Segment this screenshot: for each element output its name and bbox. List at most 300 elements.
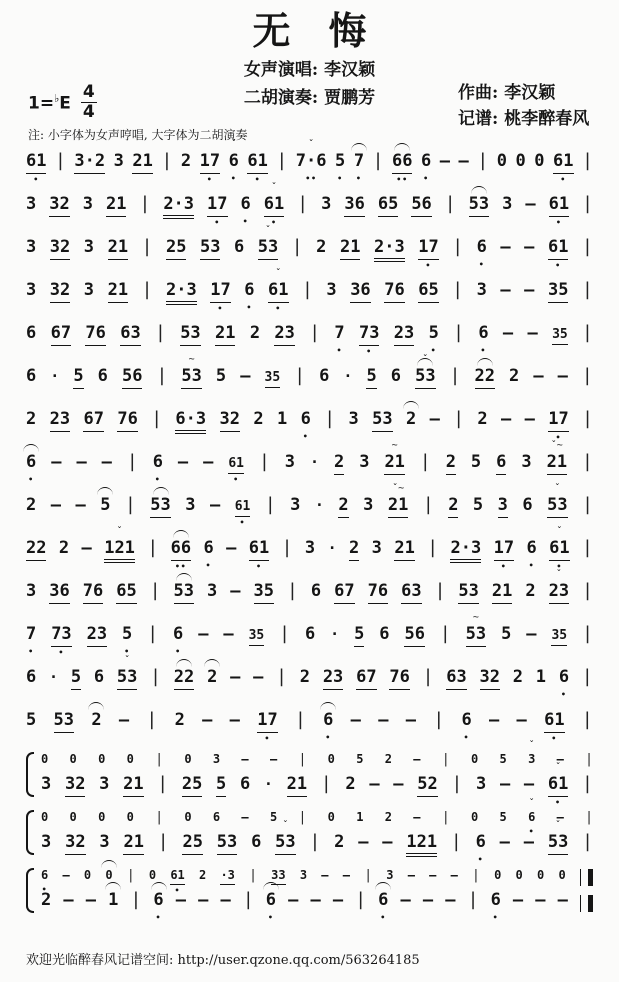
note-token: 6 •: [241, 195, 251, 215]
note-token: 52: [417, 775, 437, 797]
note-token: 7·6 ˇ ••: [296, 152, 327, 172]
barline: |: [139, 193, 151, 214]
barline: |: [276, 666, 287, 687]
note-token: 32: [480, 668, 500, 690]
note-token: –: [253, 667, 264, 687]
tie-arc: [101, 860, 117, 868]
barline: |: [419, 451, 431, 472]
tie-arc: [471, 186, 487, 194]
note-token: ·: [50, 367, 60, 385]
note-token: 53 ˇ: [415, 367, 435, 389]
note-token: 6 ˇ •: [229, 152, 239, 172]
note-token: 21: [108, 238, 128, 260]
note-token: –: [557, 366, 568, 386]
note-token: 21 ~: [384, 453, 404, 475]
note-token: 21: [287, 775, 307, 797]
note-token: 5: [356, 752, 364, 766]
note-token: 53 ~: [466, 625, 486, 647]
note-token: 0: [184, 810, 192, 824]
note-token: 17 •: [257, 711, 277, 733]
note-token: –: [310, 890, 321, 910]
tie-arc: [153, 487, 169, 495]
barline: |: [55, 150, 66, 171]
note-token: 61 •: [249, 539, 269, 561]
tie-arc: [23, 444, 39, 452]
note-token: 76: [83, 582, 103, 604]
note-token: 0: [98, 810, 106, 824]
trill-mark: ~: [391, 440, 398, 451]
breath-mark: ˇ: [116, 526, 123, 537]
note-token: 67: [51, 324, 71, 346]
note-token: 23 ˇ: [549, 582, 569, 604]
note-token: 3: [348, 409, 359, 429]
note-token: –: [203, 452, 214, 472]
note-token: 21: [492, 582, 512, 604]
note-token: 3: [83, 280, 95, 300]
note-token: –: [422, 890, 434, 910]
note-token: 0: [148, 868, 157, 882]
barline: |: [422, 666, 434, 687]
note-token: –: [76, 452, 87, 472]
note-token: 0: [537, 868, 545, 882]
note-token: 0: [470, 810, 479, 824]
note-token: 3: [41, 774, 52, 794]
note-token: 6: [26, 323, 37, 343]
barline: |: [582, 150, 593, 171]
note-token: 5: [269, 810, 278, 824]
note-token: 21: [132, 152, 152, 174]
system-bracket: [26, 810, 34, 855]
note-token: 2: [207, 668, 217, 688]
barline: |: [582, 623, 593, 644]
note-token: 2: [406, 410, 416, 430]
note-token: 2: [180, 151, 192, 171]
note-token: 3: [41, 832, 52, 852]
note-token: 22: [26, 539, 46, 561]
note-token: –: [202, 710, 213, 730]
note-token: –: [51, 452, 62, 472]
barline: |: [439, 623, 451, 644]
note-token: 32: [220, 410, 240, 432]
music-line-1: [26, 139, 593, 176]
note-token: 17 •: [200, 152, 220, 174]
note-token: –: [350, 710, 361, 730]
note-token: 2: [334, 832, 345, 852]
note-token: 2·3: [374, 238, 405, 262]
music-line-10: [26, 526, 593, 563]
note-token: 3: [476, 280, 487, 300]
barline: |: [452, 279, 464, 300]
note-token: –: [450, 868, 458, 882]
note-token: 5: [470, 452, 482, 472]
note-token: 53 ~: [181, 367, 201, 389]
note-token: 22: [475, 367, 495, 389]
note-token: 0: [184, 752, 192, 766]
note-token: –: [175, 890, 186, 910]
note-token: –: [526, 624, 537, 644]
tie-arc: [151, 882, 167, 890]
note-token: 6 •: [203, 539, 213, 559]
barline: |: [147, 537, 159, 558]
note-token: –: [524, 409, 535, 429]
note-token: 1: [535, 667, 547, 687]
note-token: 5: [215, 366, 227, 386]
note-token: 73 •: [359, 324, 379, 346]
note-token: 66 ••: [392, 152, 412, 174]
note-token: 2: [316, 237, 327, 257]
barline: |: [141, 236, 153, 257]
performance-note: 注: 小字体为女声哼唱, 大字体为二胡演奏: [28, 128, 248, 142]
barline: |: [581, 709, 593, 730]
note-token: 5: [100, 496, 110, 516]
note-token: –: [269, 752, 278, 766]
note-token: –: [500, 237, 511, 257]
trill-mark: ~: [472, 612, 479, 623]
note-token: 5: [26, 710, 37, 730]
note-token: 3: [498, 496, 508, 518]
note-token: 0: [496, 151, 507, 171]
note-token: 3 ˇ: [528, 740, 536, 766]
barline: |: [467, 889, 479, 910]
voice-erhu-system-16: [26, 798, 593, 855]
final-barline: [580, 895, 593, 912]
barline: |: [124, 494, 136, 515]
note-token: 6 •: [153, 891, 163, 911]
note-token: 1: [356, 810, 364, 824]
note-token: 5 •: [335, 152, 345, 172]
breath-mark: ˇ: [282, 820, 289, 831]
note-token: 53: [54, 711, 74, 733]
barline: |: [441, 810, 450, 825]
note-token: 65: [418, 281, 438, 303]
note-token: –: [557, 890, 568, 910]
barline: |: [451, 773, 463, 794]
barline: |: [582, 537, 593, 558]
music-line-6: [26, 354, 593, 391]
note-token: 23: [274, 324, 294, 346]
note-token: 56: [411, 195, 431, 217]
note-token: 21: [108, 281, 128, 303]
note-token: 61 ˇ •: [268, 281, 288, 303]
note-token: –: [209, 495, 221, 515]
note-token: 3: [304, 538, 316, 558]
note-token: –: [407, 868, 415, 882]
barline: |: [147, 623, 159, 644]
barline: |: [155, 322, 166, 343]
breath-mark: ˇ: [556, 526, 563, 537]
note-token: 2: [91, 711, 101, 731]
note-token: 23: [87, 625, 107, 647]
note-token: 0: [98, 752, 106, 766]
music-line-14: [26, 709, 593, 735]
note-token: 53: [217, 833, 237, 855]
barline: |: [452, 236, 464, 257]
note-token: 65: [378, 195, 398, 217]
note-token: 6: [212, 810, 221, 824]
note-token: 61 ˇ •: [548, 775, 568, 797]
note-token: 17 •: [210, 281, 230, 303]
note-token: 2: [26, 409, 37, 429]
note-token: 2: [512, 667, 524, 687]
note-token: 2: [249, 323, 261, 343]
note-token: 61 •: [544, 711, 564, 733]
note-token: 53: [469, 195, 489, 217]
note-token: 6: [304, 624, 316, 644]
transcriber-credit: 记谱: 桃李醉春风: [458, 109, 590, 130]
barline: |: [161, 150, 173, 171]
note-token: 5: [71, 668, 81, 690]
note-token: 53 ˇ: [258, 238, 278, 260]
breath-mark: ˇ: [528, 798, 535, 809]
barline: |: [450, 831, 462, 852]
voice-row-16: [41, 798, 593, 825]
breath-mark: ˇ: [265, 225, 272, 236]
note-token: –: [523, 832, 534, 852]
barline: |: [422, 494, 434, 515]
composer-credit: 作曲: 李汉颖: [458, 83, 556, 103]
note-token: –: [50, 495, 61, 515]
barline: |: [364, 868, 373, 883]
note-token: 61 ˇ •: [264, 195, 284, 217]
note-token: 2·3: [450, 539, 481, 563]
breath-mark: ˇ: [555, 569, 562, 580]
note-token: –: [177, 452, 189, 472]
barline: |: [287, 580, 298, 601]
barline: |: [320, 773, 332, 794]
note-token: –: [321, 868, 329, 882]
vocal-credit: 女声演唱: 李汉颖: [243, 59, 376, 80]
note-token: 53: [372, 410, 392, 432]
note-token: –: [332, 890, 344, 910]
note-token: 21 ˇ~: [547, 453, 567, 475]
note-token: 23: [323, 668, 343, 690]
note-token: 6: [239, 774, 251, 794]
note-token: –: [501, 409, 512, 429]
note-token: –: [198, 890, 209, 910]
note-token: 0: [126, 752, 134, 766]
note-token: 53: [180, 324, 200, 346]
note-token: 6: [522, 495, 533, 515]
note-token: ·: [263, 775, 273, 793]
barline: |: [156, 365, 168, 386]
note-token: 2: [253, 409, 264, 429]
breath-mark: ˇ: [528, 740, 535, 751]
note-token: 6 •: [378, 891, 388, 911]
breath-mark: ˇ: [555, 820, 562, 831]
note-token: 0: [327, 810, 335, 824]
note-token: 2: [299, 667, 311, 687]
note-token: 32: [65, 833, 85, 855]
barline: |: [294, 365, 306, 386]
note-token: 6 •: [476, 833, 486, 853]
barline: |: [441, 752, 450, 767]
note-token: –: [499, 832, 510, 852]
note-token: 3: [321, 194, 332, 214]
note-token: 2: [338, 496, 348, 518]
note-token: 3: [502, 194, 513, 214]
barline: |: [581, 279, 593, 300]
music-line-8: [26, 440, 593, 477]
note-token: 53: [200, 238, 220, 260]
voice-row-15: [41, 740, 593, 767]
barline: |: [302, 279, 313, 300]
note-token: 65: [116, 582, 136, 604]
note-token: 35: [254, 582, 274, 604]
note-token: 0: [41, 810, 49, 824]
note-token: 53 ˇ: [117, 668, 137, 690]
note-token: 2: [58, 538, 70, 558]
trill-mark: ~: [188, 354, 195, 365]
note-token: ·: [49, 668, 59, 686]
note-token: 32: [50, 281, 70, 303]
note-token: 5: [499, 810, 507, 824]
music-line-11: [26, 569, 593, 606]
note-token: –: [535, 890, 546, 910]
note-token: 6: [26, 366, 37, 386]
note-token: 7 •: [26, 625, 36, 645]
note-token: –: [524, 280, 535, 300]
note-token: 35: [552, 328, 568, 345]
note-token: 3: [26, 581, 37, 601]
note-token: –: [198, 624, 209, 644]
note-token: 25: [166, 238, 186, 260]
note-token: 32: [49, 195, 69, 217]
note-token: 2: [509, 366, 520, 386]
note-token: 76: [117, 410, 137, 432]
note-token: –: [393, 774, 404, 794]
barline: |: [242, 889, 254, 910]
note-token: 0: [69, 810, 77, 824]
barline: |: [281, 537, 293, 558]
note-token: 6 •: [421, 152, 431, 172]
barline: |: [258, 451, 270, 472]
note-token: 35: [265, 371, 281, 388]
note-token: 21: [394, 539, 414, 561]
note-token: 3: [26, 280, 37, 300]
note-token: –: [288, 890, 299, 910]
note-token: 2: [334, 453, 344, 475]
note-token: –: [378, 710, 389, 730]
note-token: 2: [198, 868, 207, 882]
note-token: 0: [515, 868, 523, 882]
note-token: 5: [216, 775, 226, 797]
barline: |: [582, 831, 593, 852]
note-token: 25: [182, 775, 202, 797]
breath-mark: ˇ~: [550, 440, 563, 451]
barline: |: [585, 810, 593, 825]
note-token: 6 •: [461, 711, 471, 731]
note-token: 3: [83, 237, 95, 257]
note-token: 67: [356, 668, 376, 690]
note-token: –: [81, 538, 92, 558]
note-token: 5 •: [122, 625, 132, 645]
note-token: 66 ••: [171, 539, 191, 561]
note-token: 7 •: [334, 324, 344, 344]
barline: |: [582, 773, 593, 794]
note-token: –: [230, 581, 241, 601]
note-token: –: [220, 890, 231, 910]
note-token: 25: [182, 833, 202, 855]
barline: |: [151, 408, 163, 429]
note-token: 17 •: [494, 539, 514, 561]
note-token: –: [556, 810, 564, 824]
barline: |: [472, 868, 480, 883]
tie-arc: [375, 882, 391, 890]
note-token: 0: [327, 752, 335, 766]
note-token: –: [533, 366, 544, 386]
voice-row-17: [41, 868, 593, 883]
note-token: 6·3: [175, 410, 206, 434]
note-token: 3: [371, 538, 382, 558]
note-token: 6: [97, 366, 108, 386]
system-rows: [41, 798, 593, 855]
final-barline: [580, 869, 593, 886]
note-token: 61 •: [26, 152, 46, 174]
barline: |: [582, 451, 593, 472]
note-token: 5 •: [429, 324, 439, 344]
note-token: 3: [290, 495, 301, 515]
tie-arc: [204, 659, 220, 667]
note-token: 6 •: [153, 453, 163, 473]
note-token: –: [527, 323, 538, 343]
breath-mark: ˇ: [308, 139, 315, 150]
note-token: 61 •: [548, 238, 568, 260]
tie-arc: [477, 358, 493, 366]
note-token: 6 •: [559, 668, 569, 688]
barline: |: [150, 666, 162, 687]
barline: |: [449, 365, 461, 386]
note-token: 21: [215, 324, 235, 346]
note-token: 63: [401, 582, 421, 604]
note-token: –: [439, 151, 451, 171]
note-token: –: [413, 752, 421, 766]
barline: |: [309, 322, 321, 343]
system-rows: [41, 740, 593, 797]
breath-mark: ˇ: [555, 762, 562, 773]
note-token: 0: [69, 752, 77, 766]
note-token: –: [405, 710, 417, 730]
note-token: 61 •: [247, 152, 267, 174]
barline: |: [149, 580, 161, 601]
note-token: 33: [271, 869, 285, 885]
note-token: –: [223, 624, 234, 644]
note-token: 2·3: [163, 195, 194, 219]
system-bracket: [26, 752, 34, 797]
barline: |: [434, 580, 446, 601]
note-token: –: [241, 810, 249, 824]
note-token: 3: [521, 452, 532, 472]
barline: |: [355, 889, 367, 910]
note-token: 36: [49, 582, 69, 604]
note-token: 56: [122, 367, 142, 389]
note-token: 3: [26, 194, 37, 214]
key-tonic: 1=♭E: [28, 91, 71, 114]
note-token: 76: [85, 324, 105, 346]
music-line-12: [26, 612, 593, 649]
note-token: 36: [344, 195, 364, 217]
barline: |: [297, 193, 309, 214]
barline: |: [279, 623, 290, 644]
note-token: 35: [551, 629, 567, 646]
note-token: 21: [123, 775, 143, 797]
barline: |: [582, 494, 593, 515]
note-token: 21: [123, 833, 143, 855]
note-token: ·: [330, 625, 340, 643]
note-token: 0: [494, 868, 502, 882]
note-token: 53: [458, 582, 478, 604]
note-token: 35: [548, 281, 568, 303]
tie-arc: [176, 573, 192, 581]
